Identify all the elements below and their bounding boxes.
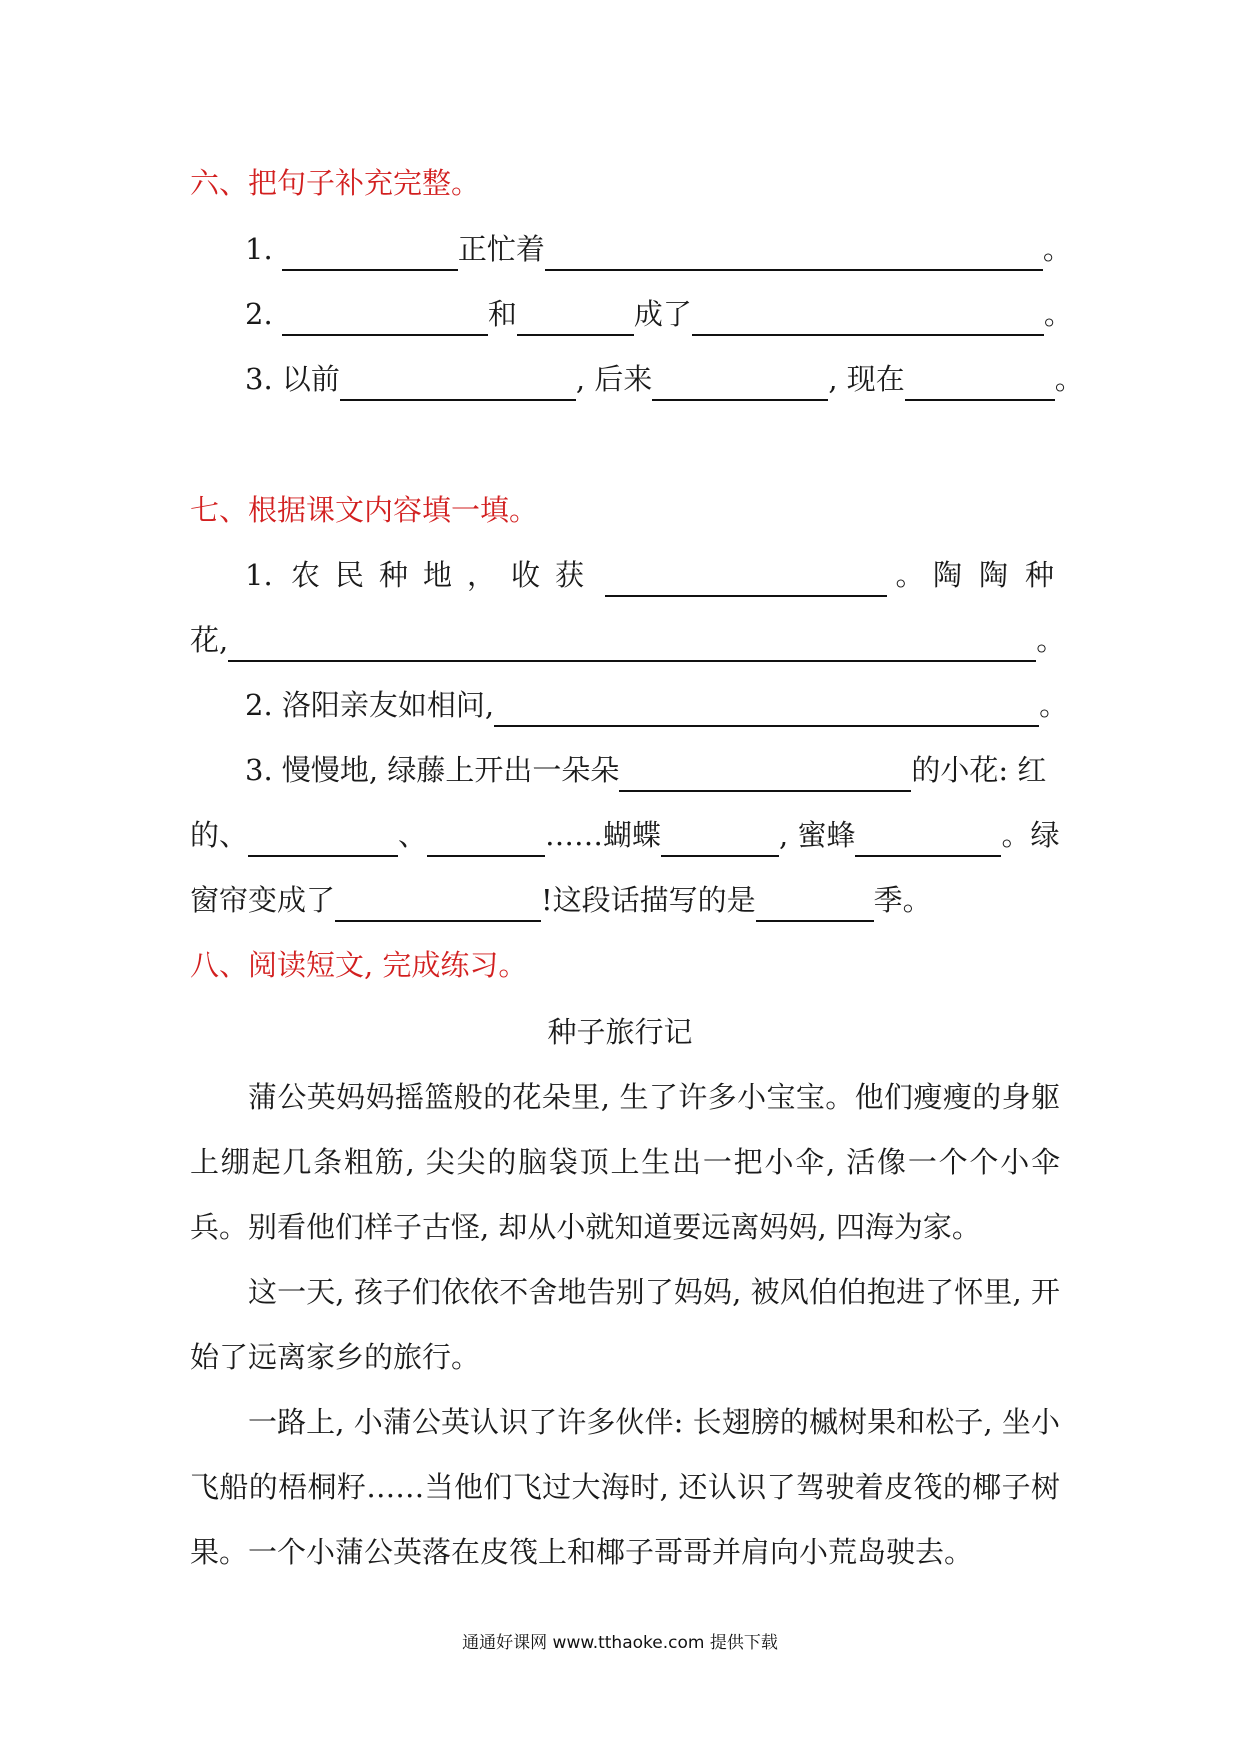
section-6-question-2	[245, 292, 1073, 336]
answer-blank[interactable]	[517, 300, 634, 336]
question-text: , 后来	[575, 362, 653, 396]
answer-blank[interactable]	[652, 365, 828, 401]
section-6-question-1	[245, 227, 1072, 271]
answer-blank[interactable]	[661, 821, 779, 857]
answer-blank[interactable]	[494, 691, 1039, 727]
question-number: 2.	[245, 297, 273, 331]
answer-blank[interactable]	[692, 300, 1044, 336]
question-char: ，	[467, 558, 497, 592]
answer-blank[interactable]	[282, 235, 458, 271]
question-char: 农	[291, 558, 321, 592]
section-7-question-3-line-2	[190, 813, 1060, 857]
section-6-heading: 六、把句子补充完整。	[190, 166, 481, 200]
answer-blank[interactable]	[228, 626, 1036, 662]
question-number: 1.	[245, 558, 273, 592]
question-text: , 现在	[828, 362, 905, 396]
question-char: 民	[335, 558, 365, 592]
question-text: 。	[1054, 362, 1084, 396]
question-text: 。	[1042, 232, 1072, 266]
question-text: 季。	[873, 883, 932, 917]
question-text: 。绿	[1001, 818, 1060, 852]
question-text: ……蝴蝶	[545, 818, 662, 852]
answer-blank[interactable]	[855, 821, 1001, 857]
question-number: 1.	[245, 232, 273, 266]
question-text: !这段话描写的是	[541, 883, 756, 917]
section-7-question-2	[245, 683, 1069, 727]
section-7-question-1-line-2	[190, 618, 1066, 662]
question-char: 获	[555, 558, 585, 592]
passage-paragraph-3: 一路上, 小蒲公英认识了许多伙伴: 长翅膀的槭树果和松子, 坐小飞船的梧桐籽……当他们飞过大海时, 还认识了驾驶着皮筏的椰子树果。一个小蒲公英落在皮筏上和椰子哥哥并肩向小荒岛驶去。	[190, 1405, 1060, 1569]
section-7-question-1-line-1	[245, 553, 1060, 597]
answer-blank[interactable]	[619, 756, 911, 792]
question-text: 、	[398, 818, 428, 852]
question-text: 。	[1039, 688, 1069, 722]
section-7-heading: 七、根据课文内容填一填。	[190, 493, 539, 527]
question-text: , 蜜蜂	[779, 818, 856, 852]
question-char: 种	[379, 558, 409, 592]
question-text: 窗帘变成了	[190, 883, 336, 917]
question-char: 种	[1025, 558, 1055, 592]
question-text: 。	[1036, 623, 1066, 657]
passage-paragraph-2: 这一天, 孩子们依依不舍地告别了妈妈, 被风伯伯抱进了怀里, 开始了远离家乡的旅行。	[190, 1275, 1060, 1374]
passage-title: 种子旅行记	[547, 1015, 693, 1049]
section-8-heading: 八、阅读短文, 完成练习。	[190, 948, 528, 982]
question-text: 和	[487, 297, 517, 331]
question-text: 。	[1043, 297, 1073, 331]
question-text: 的、	[190, 818, 249, 852]
answer-blank[interactable]	[545, 235, 1043, 271]
answer-blank[interactable]	[605, 561, 887, 597]
question-text: 正忙着	[457, 232, 545, 266]
question-char: 地	[423, 558, 453, 592]
section-7-question-3-line-1	[245, 748, 1060, 792]
answer-blank[interactable]	[248, 821, 398, 857]
question-char: 收	[511, 558, 541, 592]
answer-blank[interactable]	[335, 886, 541, 922]
question-text: 的小花: 红	[911, 753, 1047, 787]
answer-blank[interactable]	[282, 300, 488, 336]
section-7-question-3-line-3	[190, 878, 1060, 922]
page-footer: 通通好课网 www.tthaoke.com 提供下载	[462, 1633, 778, 1653]
question-char: 。	[895, 558, 925, 592]
section-6-question-3	[245, 357, 1084, 401]
answer-blank[interactable]	[340, 365, 576, 401]
question-text: 花,	[190, 623, 229, 657]
answer-blank[interactable]	[427, 821, 545, 857]
question-text: 2. 洛阳亲友如相问,	[245, 688, 495, 722]
question-text: 3. 慢慢地, 绿藤上开出一朵朵	[245, 753, 620, 787]
question-char: 陶	[933, 558, 963, 592]
answer-blank[interactable]	[905, 365, 1055, 401]
answer-blank[interactable]	[756, 886, 874, 922]
question-text: 成了	[633, 297, 692, 331]
question-text: 3. 以前	[245, 362, 340, 396]
passage-paragraph-1: 蒲公英妈妈摇篮般的花朵里, 生了许多小宝宝。他们瘦瘦的身躯上绷起几条粗筋, 尖尖的脑袋顶上生出一把小伞, 活像一个个小伞兵。别看他们样子古怪, 却从小就知道要远离妈妈, 四海为家。	[190, 1080, 1060, 1244]
question-char: 陶	[979, 558, 1009, 592]
